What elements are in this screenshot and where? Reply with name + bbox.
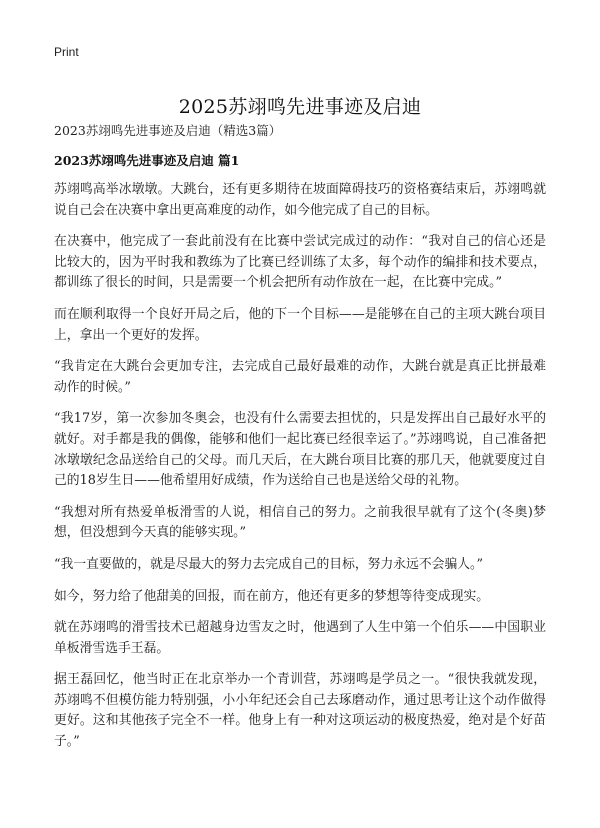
paragraph: “我一直要做的，就是尽最大的努力去完成自己的目标，努力永远不会骗人。” [54,556,483,572]
section-heading: 2023苏翊鸣先进事迹及启迪 篇1 [54,153,240,168]
article-body [54,180,546,764]
paragraph: “我肯定在大跳台会更加专注，去完成自己最好最难的动作，大跳台就是真正比拼最难动作的时候。” [54,359,546,395]
paragraph: 苏翊鸣高举冰墩墩。大跳台，还有更多期待在坡面障碍技巧的资格赛结束后，苏翊鸣就说自己会在决赛中拿出更高难度的动作，如今他完成了自己的目标。 [54,182,546,218]
paragraph: 而在顺利取得一个良好开局之后，他的下一个目标——是能够在自己的主项大跳台项目上，拿出一个更好的发挥。 [54,306,546,343]
print-link[interactable]: Print [54,45,79,59]
paragraph: 就在苏翊鸣的滑雪技术已超越身边雪友之时，他遇到了人生中第一个伯乐——中国职业单板滑雪选手王磊。 [54,620,546,656]
paragraph: 在决赛中，他完成了一套此前没有在比赛中尝试完成过的动作：“我对自己的信心还是比较大的，因为平时我和教练为了比赛已经训练了太多，每个动作的编排和技术要点，都训练了很长的时间，只是需要一个机会把所有动作放在一起，在比赛中完成。” [54,234,546,291]
page-title: 2025苏翊鸣先进事迹及启迪 [178,95,422,118]
paragraph: 如今，努力给了他甜美的回报，而在前方，他还有更多的梦想等待变成现实。 [54,588,490,604]
paragraph: 据王磊回忆，他当时正在北京举办一个青训营，苏翊鸣是学员之一。“很快我就发现，苏翊鸣不但模仿能力特别强，小小年纪还会自己去琢磨动作，通过思考让这个动作做得更好。这和其他孩子完全不一样。他身上有一种对这项运动的极度热爱，绝对是个好苗子。” [54,672,546,750]
document-subtitle: 2023苏翊鸣先进事迹及启迪（精选3篇） [54,123,282,138]
paragraph: “我17岁，第一次参加冬奥会，也没有什么需要去担忧的，只是发挥出自己最好水平的就好。对手都是我的偶像，能够和他们一起比赛已经很幸运了。”苏翊鸣说，自己准备把冰墩墩纪念品送给自己的父母。而几天后，在大跳台项目比赛的那几天，他就要度过自己的18岁生日——他希望用好成绩，作为送给自己也是送给父母的礼物。 [54,411,546,489]
paragraph: “我想对所有热爱单板滑雪的人说，相信自己的努力。之前我很早就有了这个(冬奥)梦想，但没想到今天真的能够实现。” [54,504,546,541]
